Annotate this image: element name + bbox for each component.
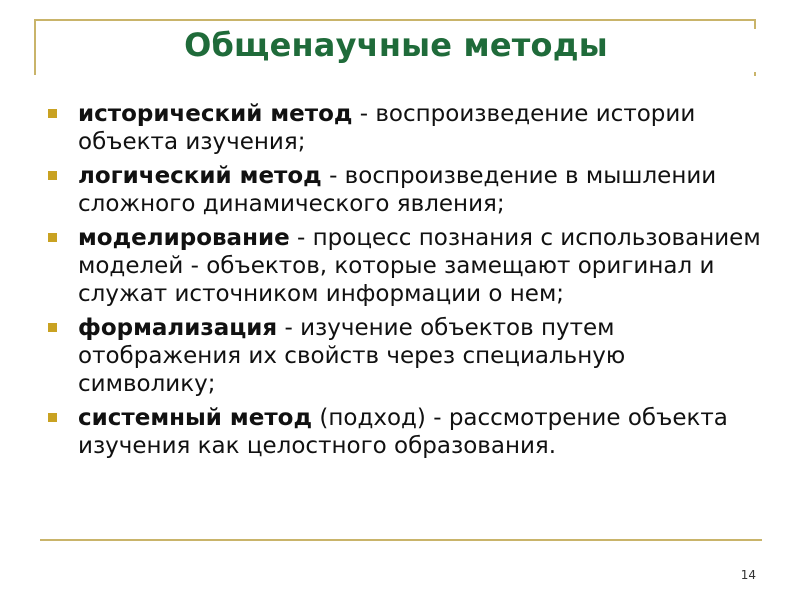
method-term: моделирование xyxy=(78,225,290,251)
list-item xyxy=(48,224,768,308)
list-item xyxy=(48,162,768,218)
square-bullet-icon xyxy=(48,109,57,118)
method-term: исторический метод xyxy=(78,101,353,127)
square-bullet-icon xyxy=(48,233,57,242)
slide-title: Общенаучные методы xyxy=(184,26,608,64)
square-bullet-icon xyxy=(48,171,57,180)
list-item-text xyxy=(78,162,768,218)
method-term: логический метод xyxy=(78,163,322,189)
square-bullet-icon xyxy=(48,323,57,332)
list-item-text xyxy=(78,404,768,460)
method-description: - процесс познания с использованием моделей - объектов, которые замещают оригинал и служат источником информации о нем; xyxy=(78,225,761,307)
method-description: - воспроизведение истории объекта изучения; xyxy=(78,101,696,155)
title-frame-top-line xyxy=(34,19,756,21)
list-item-text xyxy=(78,314,768,398)
list-item xyxy=(48,100,768,156)
list-item xyxy=(48,404,768,460)
square-bullet-icon xyxy=(48,413,57,422)
title-frame-right-tick xyxy=(754,72,756,76)
page-number: 14 xyxy=(740,568,756,582)
list-item-text xyxy=(78,100,768,156)
list-item xyxy=(48,314,768,398)
method-description: (подход) - рассмотрение объекта изучения как целостного образования. xyxy=(78,405,728,459)
footer-divider xyxy=(40,539,762,541)
method-description: - изучение объектов путем отображения их свойств через специальную символику; xyxy=(78,315,626,397)
methods-list xyxy=(48,100,768,466)
list-item-text xyxy=(78,224,768,308)
method-term: формализация xyxy=(78,315,278,341)
method-term: системный метод xyxy=(78,405,313,431)
method-description: - воспроизведение в мышлении сложного динамического явления; xyxy=(78,163,717,217)
